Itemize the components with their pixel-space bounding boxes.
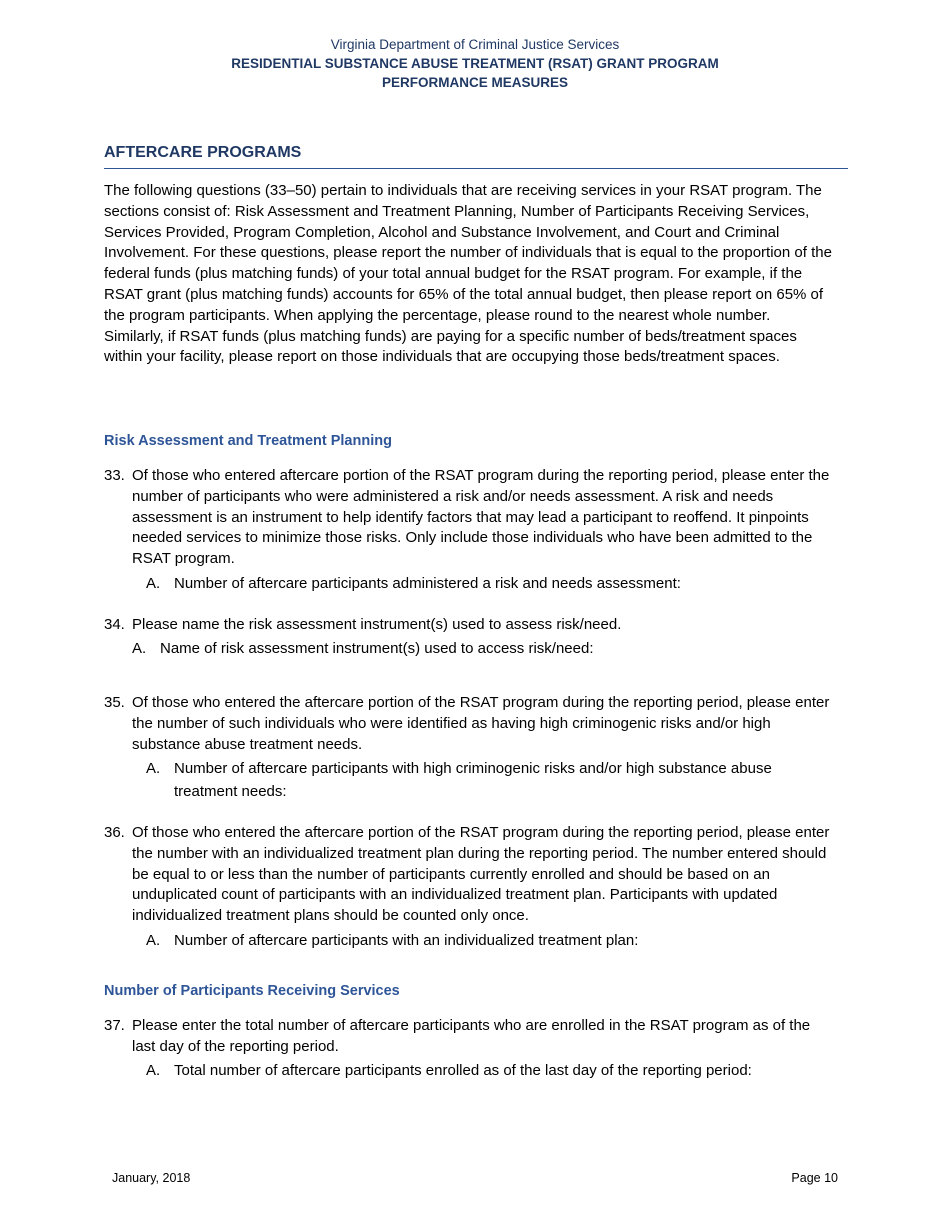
question-text: Please name the risk assessment instrument(s) used to assess risk/need. [132,616,622,633]
question-number: 33. [104,467,125,484]
subhead-participants-receiving-services: Number of Participants Receiving Services [104,983,400,999]
question-34-item-a [132,637,832,660]
question-number: 34. [104,616,125,633]
question-number: 37. [104,1017,125,1034]
item-text: Number of aftercare participants with high criminogenic risks and/or high substance abuse treatment needs: [174,760,772,800]
question-text: Of those who entered the aftercare portion of the RSAT program during the reporting period, please enter the number with an individualized treatment plan during the reporting period. The number entered should be equal to or less than the number of participants currently enrolled and should be based on an unduplicated count of participants with an individualized treatment plan. Participants with updated individualized treatment plans should be counted only once. [132,824,830,925]
footer-date: January, 2018 [112,1171,191,1185]
question-34 [104,615,834,636]
item-text: Number of aftercare participants administered a risk and needs assessment: [174,575,681,592]
item-letter: A. [146,932,161,949]
question-number: 35. [104,694,125,711]
question-36 [104,823,834,927]
intro-paragraph: The following questions (33–50) pertain to individuals that are receiving services in your RSAT program. The sections consist of: Risk Assessment and Treatment Planning, Number of Participants Receiving Services, Services Provided, Program Completion, Alcohol and Substance Involvement, and Court and Criminal Involvement. For these questions, please report the number of individuals that is equal to the proportion of the federal funds (plus matching funds) of your total annual budget for the RSAT program. For example, if the RSAT grant (plus matching funds) accounts for 65% of the total annual budget, then please report on 65% of the program participants. When applying the percentage, please round to the nearest whole number. Similarly, if RSAT funds (plus matching funds) are paying for a specific number of beds/treatment spaces within your facility, please report on those individuals that are occupying those beds/treatment spaces. [104,182,832,366]
question-text: Of those who entered the aftercare portion of the RSAT program during the reporting period, please enter the number of such individuals who were identified as having high criminogenic risks and/or high substance abuse treatment needs. [132,694,830,753]
item-letter: A. [146,760,161,777]
item-letter: A. [132,640,147,657]
header-program: RESIDENTIAL SUBSTANCE ABUSE TREATMENT (RSAT) GRANT PROGRAM [231,56,719,71]
question-35-item-a [146,757,836,803]
header-agency: Virginia Department of Criminal Justice Services [330,37,620,52]
question-37 [104,1016,834,1058]
question-36-item-a [146,929,836,952]
question-text: Please enter the total number of aftercare participants who are enrolled in the RSAT program as of the last day of the reporting period. [132,1017,811,1055]
question-number: 36. [104,824,125,841]
item-text: Total number of aftercare participants enrolled as of the last day of the reporting period: [174,1062,752,1079]
subhead-risk-assessment: Risk Assessment and Treatment Planning [104,433,392,449]
item-letter: A. [146,1062,161,1079]
question-37-item-a [146,1059,836,1082]
question-33-item-a [146,572,836,595]
item-letter: A. [146,575,161,592]
footer-page-number: Page 10 [791,1171,838,1185]
header-subtitle: PERFORMANCE MEASURES [381,75,568,90]
question-text: Of those who entered aftercare portion of the RSAT program during the reporting period, please enter the number of participants who were administered a risk and/or needs assessment. A risk and needs assessment is an instrument to help identify factors that may lead a participant to reoffend. It pinpoints needed services to minimize those risks. Only include those individuals who have been admitted to the RSAT program. [132,467,830,568]
item-text: Name of risk assessment instrument(s) used to access risk/need: [160,640,594,657]
item-text: Number of aftercare participants with an individualized treatment plan: [174,932,639,949]
question-35 [104,693,834,755]
section-title: AFTERCARE PROGRAMS [104,144,848,169]
question-33 [104,466,834,570]
